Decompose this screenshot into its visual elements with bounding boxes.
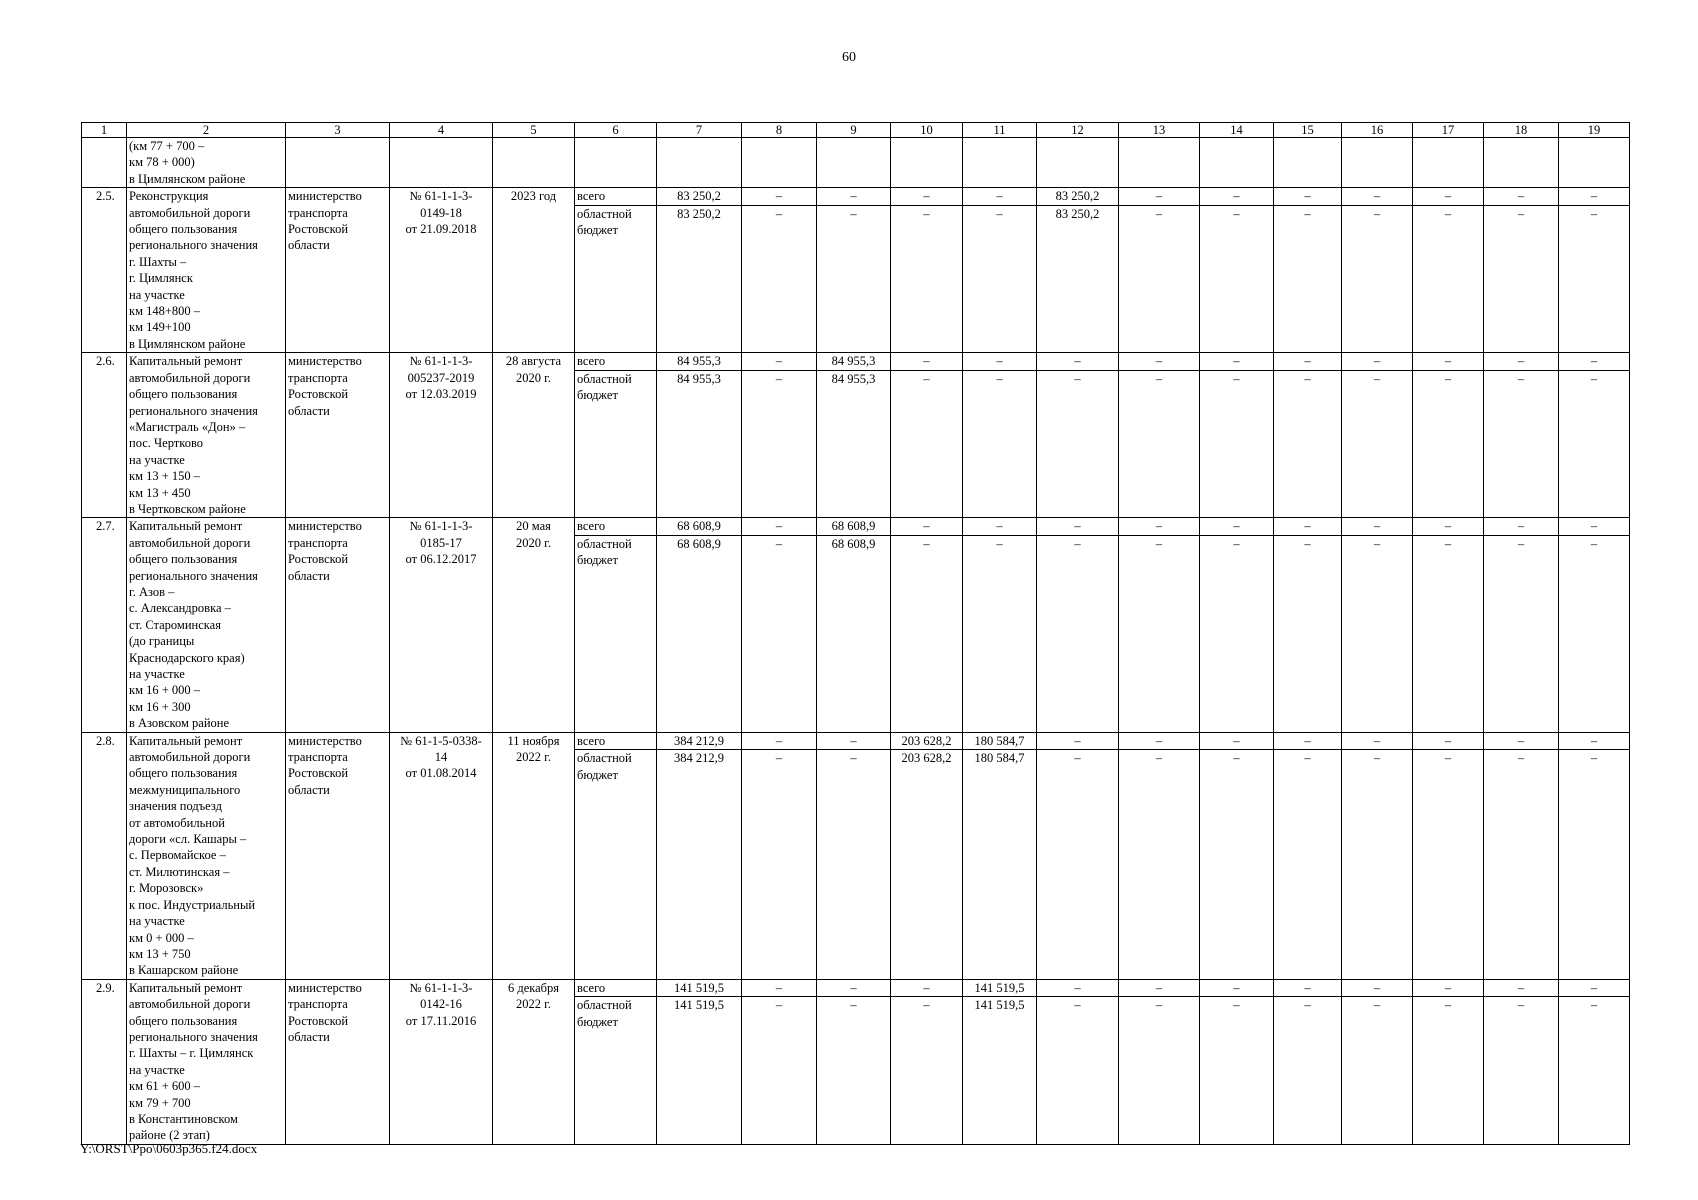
amount-cell: – xyxy=(1484,750,1559,980)
amount-cell: 84 955,3 xyxy=(657,370,742,517)
amount-cell: – xyxy=(1484,979,1559,997)
amount-cell: 83 250,2 xyxy=(657,188,742,206)
col-header: 15 xyxy=(1274,123,1342,138)
amount-cell: – xyxy=(1342,205,1413,352)
amount-cell: – xyxy=(891,518,963,535)
amount-cell: 141 519,5 xyxy=(657,997,742,1144)
amount-cell: – xyxy=(1037,353,1119,371)
amount-cell: – xyxy=(1559,979,1630,997)
amount-cell: – xyxy=(1119,370,1200,517)
row-number: 2.6. xyxy=(82,353,127,518)
amount-cell: 384 212,9 xyxy=(657,732,742,750)
amount-cell: – xyxy=(963,518,1037,535)
amount-cell: – xyxy=(1413,518,1484,535)
amount-cell: – xyxy=(1413,997,1484,1144)
amount-cell: – xyxy=(1342,188,1413,206)
amount-cell: 68 608,9 xyxy=(817,535,891,732)
amount-cell: – xyxy=(1119,750,1200,980)
funding-source: областной бюджет xyxy=(575,750,657,980)
project-name: Капитальный ремонт автомобильной дороги общего пользования регионального значения г. Шахты – г. Цимлянск на участке км 61 + 600 – км 79 + 700 в Константиновском районе (2 этап) xyxy=(127,979,286,1144)
amount-cell: – xyxy=(1413,370,1484,517)
page-number: 60 xyxy=(842,50,856,65)
amount-cell: – xyxy=(1274,370,1342,517)
amount-cell: – xyxy=(891,353,963,371)
amount-cell: – xyxy=(1200,518,1274,535)
expert-conclusion: № 61-1-5-0338- 14 от 01.08.2014 xyxy=(390,732,493,979)
amount-cell: – xyxy=(1484,205,1559,352)
amount-cell: – xyxy=(1559,353,1630,371)
project-row-total xyxy=(82,518,1630,535)
responsible-org: министерство транспорта Ростовской области xyxy=(286,732,390,979)
amount-cell: – xyxy=(1200,750,1274,980)
amount-cell: – xyxy=(1559,535,1630,732)
funding-source: всего xyxy=(575,979,657,997)
amount-cell: – xyxy=(817,997,891,1144)
funding-source: областной бюджет xyxy=(575,205,657,352)
amount-cell: – xyxy=(1200,979,1274,997)
amount-cell: – xyxy=(742,370,817,517)
funding-source: областной бюджет xyxy=(575,535,657,732)
amount-cell: – xyxy=(1413,205,1484,352)
amount-cell: – xyxy=(1200,188,1274,206)
funding-source: областной бюджет xyxy=(575,370,657,517)
amount-cell: – xyxy=(1342,370,1413,517)
completion-date: 20 мая 2020 г. xyxy=(493,518,575,732)
amount-cell: – xyxy=(1274,535,1342,732)
column-number-row xyxy=(82,123,1630,138)
col-header: 18 xyxy=(1484,123,1559,138)
amount-cell: – xyxy=(1200,370,1274,517)
expert-conclusion: № 61-1-1-3- 0149-18 от 21.09.2018 xyxy=(390,188,493,353)
amount-cell: – xyxy=(1484,997,1559,1144)
amount-cell: 84 955,3 xyxy=(657,353,742,371)
amount-cell: – xyxy=(742,518,817,535)
amount-cell: – xyxy=(1413,535,1484,732)
completion-date: 11 ноября 2022 г. xyxy=(493,732,575,979)
amount-cell: – xyxy=(1559,518,1630,535)
amount-cell: – xyxy=(1342,997,1413,1144)
amount-cell: – xyxy=(1037,370,1119,517)
amount-cell: – xyxy=(1037,518,1119,535)
amount-cell: – xyxy=(1342,732,1413,750)
amount-cell: – xyxy=(1037,732,1119,750)
amount-cell: – xyxy=(1274,979,1342,997)
amount-cell: – xyxy=(742,353,817,371)
amount-cell: – xyxy=(1559,370,1630,517)
amount-cell: – xyxy=(1413,732,1484,750)
amount-cell: 83 250,2 xyxy=(657,205,742,352)
amount-cell: – xyxy=(1274,732,1342,750)
amount-cell: – xyxy=(1413,979,1484,997)
amount-cell: 84 955,3 xyxy=(817,370,891,517)
col-header: 3 xyxy=(286,123,390,138)
continuation-row xyxy=(82,138,1630,188)
amount-cell: 141 519,5 xyxy=(963,979,1037,997)
amount-cell: – xyxy=(1413,750,1484,980)
amount-cell: – xyxy=(963,535,1037,732)
amount-cell: – xyxy=(1274,750,1342,980)
completion-date: 28 августа 2020 г. xyxy=(493,353,575,518)
completion-date: 6 декабря 2022 г. xyxy=(493,979,575,1144)
amount-cell: – xyxy=(1484,535,1559,732)
amount-cell: – xyxy=(817,750,891,980)
amount-cell: – xyxy=(1559,188,1630,206)
amount-cell: – xyxy=(1200,353,1274,371)
amount-cell: – xyxy=(1119,732,1200,750)
amount-cell: – xyxy=(1484,353,1559,371)
expert-conclusion: № 61-1-1-3- 005237-2019 от 12.03.2019 xyxy=(390,353,493,518)
amount-cell: – xyxy=(891,979,963,997)
col-header: 2 xyxy=(127,123,286,138)
amount-cell: 180 584,7 xyxy=(963,750,1037,980)
amount-cell: 68 608,9 xyxy=(657,535,742,732)
amount-cell: – xyxy=(742,979,817,997)
amount-cell: – xyxy=(1037,535,1119,732)
amount-cell: – xyxy=(963,353,1037,371)
amount-cell: – xyxy=(891,188,963,206)
project-row-total xyxy=(82,188,1630,206)
amount-cell: – xyxy=(1559,732,1630,750)
amount-cell: – xyxy=(1559,205,1630,352)
amount-cell: – xyxy=(1119,518,1200,535)
amount-cell: 384 212,9 xyxy=(657,750,742,980)
amount-cell: 203 628,2 xyxy=(891,732,963,750)
amount-cell: – xyxy=(742,750,817,980)
amount-cell: – xyxy=(742,535,817,732)
col-header: 6 xyxy=(575,123,657,138)
amount-cell: – xyxy=(1342,353,1413,371)
amount-cell: – xyxy=(1119,205,1200,352)
amount-cell: – xyxy=(1559,750,1630,980)
amount-cell: – xyxy=(1484,518,1559,535)
amount-cell: – xyxy=(1274,205,1342,352)
amount-cell: – xyxy=(742,732,817,750)
amount-cell: – xyxy=(1200,535,1274,732)
amount-cell: – xyxy=(1037,979,1119,997)
amount-cell: – xyxy=(1484,732,1559,750)
project-name: Капитальный ремонт автомобильной дороги общего пользования регионального значения «Магистраль «Дон» – пос. Чертково на участке км 13 + 150 – км 13 + 450 в Чертковском районе xyxy=(127,353,286,518)
amount-cell: – xyxy=(891,370,963,517)
amount-cell: – xyxy=(742,188,817,206)
col-header: 19 xyxy=(1559,123,1630,138)
amount-cell: 83 250,2 xyxy=(1037,205,1119,352)
completion-date: 2023 год xyxy=(493,188,575,353)
row-number: 2.8. xyxy=(82,732,127,979)
funding-source: всего xyxy=(575,732,657,750)
project-row-total xyxy=(82,979,1630,997)
amount-cell: – xyxy=(817,732,891,750)
amount-cell: – xyxy=(1413,188,1484,206)
amount-cell: – xyxy=(1484,188,1559,206)
amount-cell: 68 608,9 xyxy=(817,518,891,535)
amount-cell: – xyxy=(1274,353,1342,371)
col-header: 16 xyxy=(1342,123,1413,138)
project-row-total xyxy=(82,732,1630,750)
col-header: 9 xyxy=(817,123,891,138)
amount-cell: – xyxy=(1119,188,1200,206)
funding-source: всего xyxy=(575,353,657,371)
amount-cell: 141 519,5 xyxy=(657,979,742,997)
amount-cell: – xyxy=(817,205,891,352)
amount-cell: – xyxy=(1200,732,1274,750)
responsible-org: министерство транспорта Ростовской области xyxy=(286,518,390,732)
funding-source: областной бюджет xyxy=(575,997,657,1144)
amount-cell: – xyxy=(742,205,817,352)
expert-conclusion: № 61-1-1-3- 0142-16 от 17.11.2016 xyxy=(390,979,493,1144)
funding-source: всего xyxy=(575,518,657,535)
amount-cell: 68 608,9 xyxy=(657,518,742,535)
col-header: 7 xyxy=(657,123,742,138)
project-name: Капитальный ремонт автомобильной дороги общего пользования регионального значения г. Азов – с. Александровка – ст. Староминская (до границы Краснодарского края) на участке км 16 + 000 – км 16 + 300 в Азовском районе xyxy=(127,518,286,732)
amount-cell: 83 250,2 xyxy=(1037,188,1119,206)
amount-cell: – xyxy=(963,205,1037,352)
row-number: 2.5. xyxy=(82,188,127,353)
expert-conclusion: № 61-1-1-3- 0185-17 от 06.12.2017 xyxy=(390,518,493,732)
amount-cell: – xyxy=(1037,997,1119,1144)
amount-cell: – xyxy=(1037,750,1119,980)
amount-cell: – xyxy=(1413,353,1484,371)
responsible-org: министерство транспорта Ростовской области xyxy=(286,979,390,1144)
col-header: 10 xyxy=(891,123,963,138)
col-header: 13 xyxy=(1119,123,1200,138)
responsible-org: министерство транспорта Ростовской области xyxy=(286,188,390,353)
amount-cell: – xyxy=(1274,188,1342,206)
amount-cell: – xyxy=(1274,997,1342,1144)
amount-cell: – xyxy=(817,188,891,206)
col-header: 17 xyxy=(1413,123,1484,138)
amount-cell: – xyxy=(1200,997,1274,1144)
amount-cell: – xyxy=(1274,518,1342,535)
amount-cell: – xyxy=(1559,997,1630,1144)
file-path-footer: Y:\ORST\Ppo\0603p365.f24.docx xyxy=(80,1141,258,1156)
amount-cell: 84 955,3 xyxy=(817,353,891,371)
row-number: 2.9. xyxy=(82,979,127,1144)
project-name: Капитальный ремонт автомобильной дороги общего пользования межмуниципального значения подъезд от автомобильной дороги «сл. Кашары – с. Первомайское – ст. Милютинская – г. Морозовск» к пос. Индустриальный на участке км 0 + 000 – км 13 + 750 в Кашарском районе xyxy=(127,732,286,979)
amount-cell: – xyxy=(1342,979,1413,997)
row-number: 2.7. xyxy=(82,518,127,732)
amount-cell: – xyxy=(742,997,817,1144)
amount-cell: – xyxy=(1119,353,1200,371)
amount-cell: – xyxy=(1119,997,1200,1144)
amount-cell: 203 628,2 xyxy=(891,750,963,980)
amount-cell: – xyxy=(817,979,891,997)
amount-cell: – xyxy=(891,535,963,732)
amount-cell: – xyxy=(1484,370,1559,517)
amount-cell: – xyxy=(963,188,1037,206)
project-name: Реконструкция автомобильной дороги общего пользования регионального значения г. Шахты – г. Цимлянск на участке км 148+800 – км 149+100 в Цимлянском районе xyxy=(127,188,286,353)
col-header: 12 xyxy=(1037,123,1119,138)
amount-cell: – xyxy=(1342,750,1413,980)
continuation-name: (км 77 + 700 – км 78 + 000) в Цимлянском районе xyxy=(127,138,286,188)
amount-cell: – xyxy=(891,997,963,1144)
amount-cell: – xyxy=(1119,535,1200,732)
col-header: 1 xyxy=(82,123,127,138)
col-header: 11 xyxy=(963,123,1037,138)
amount-cell: – xyxy=(963,370,1037,517)
amount-cell: – xyxy=(1342,518,1413,535)
financing-table xyxy=(81,122,1630,1145)
amount-cell: 180 584,7 xyxy=(963,732,1037,750)
amount-cell: 141 519,5 xyxy=(963,997,1037,1144)
amount-cell: – xyxy=(891,205,963,352)
responsible-org: министерство транспорта Ростовской области xyxy=(286,353,390,518)
col-header: 14 xyxy=(1200,123,1274,138)
amount-cell: – xyxy=(1342,535,1413,732)
col-header: 8 xyxy=(742,123,817,138)
amount-cell: – xyxy=(1119,979,1200,997)
project-row-total xyxy=(82,353,1630,371)
col-header: 4 xyxy=(390,123,493,138)
amount-cell: – xyxy=(1200,205,1274,352)
col-header: 5 xyxy=(493,123,575,138)
funding-source: всего xyxy=(575,188,657,206)
